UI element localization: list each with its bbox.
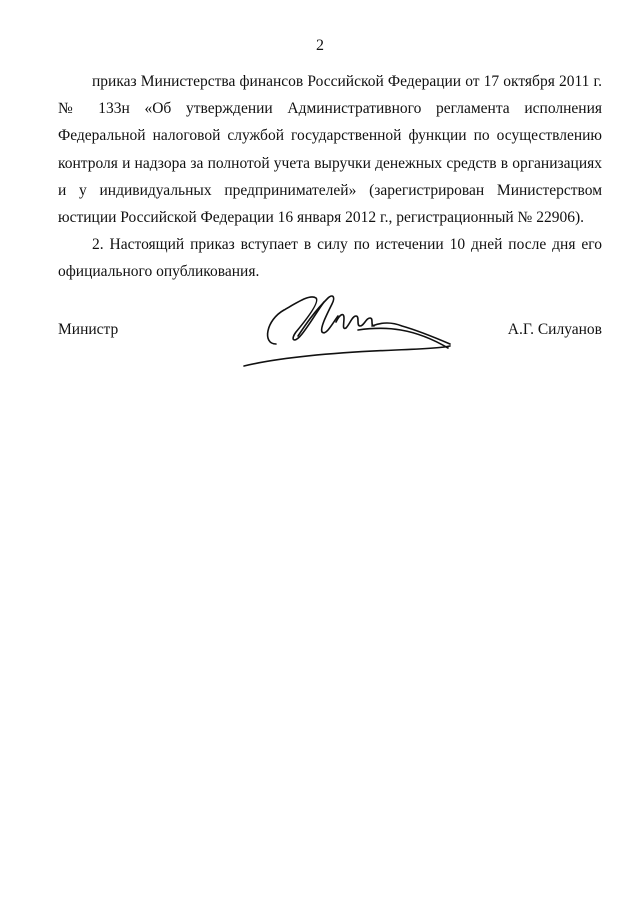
document-body [58,68,602,286]
signer-position: Министр [58,321,119,338]
signature-block [58,318,602,342]
paragraph-1: приказ Министерства финансов Российской Федерации от 17 октября 2011 г. № 133н «Об утверждении Административного регламента исполнения Федеральной налоговой службой государственной функции по осуществлению контроля и надзора за полнотой учета выручки денежных средств в организациях и у индивидуальных предпринимателей» (зарегистрирован Министерством юстиции Российской Федерации 16 января 2012 г., регистрационный № 22906). [58,73,602,227]
page-number: 2 [316,37,324,54]
paragraph-2: 2. Настоящий приказ вступает в силу по истечении 10 дней после дня его официального опубликования. [58,236,602,281]
signer-name: А.Г. Силуанов [507,321,602,338]
